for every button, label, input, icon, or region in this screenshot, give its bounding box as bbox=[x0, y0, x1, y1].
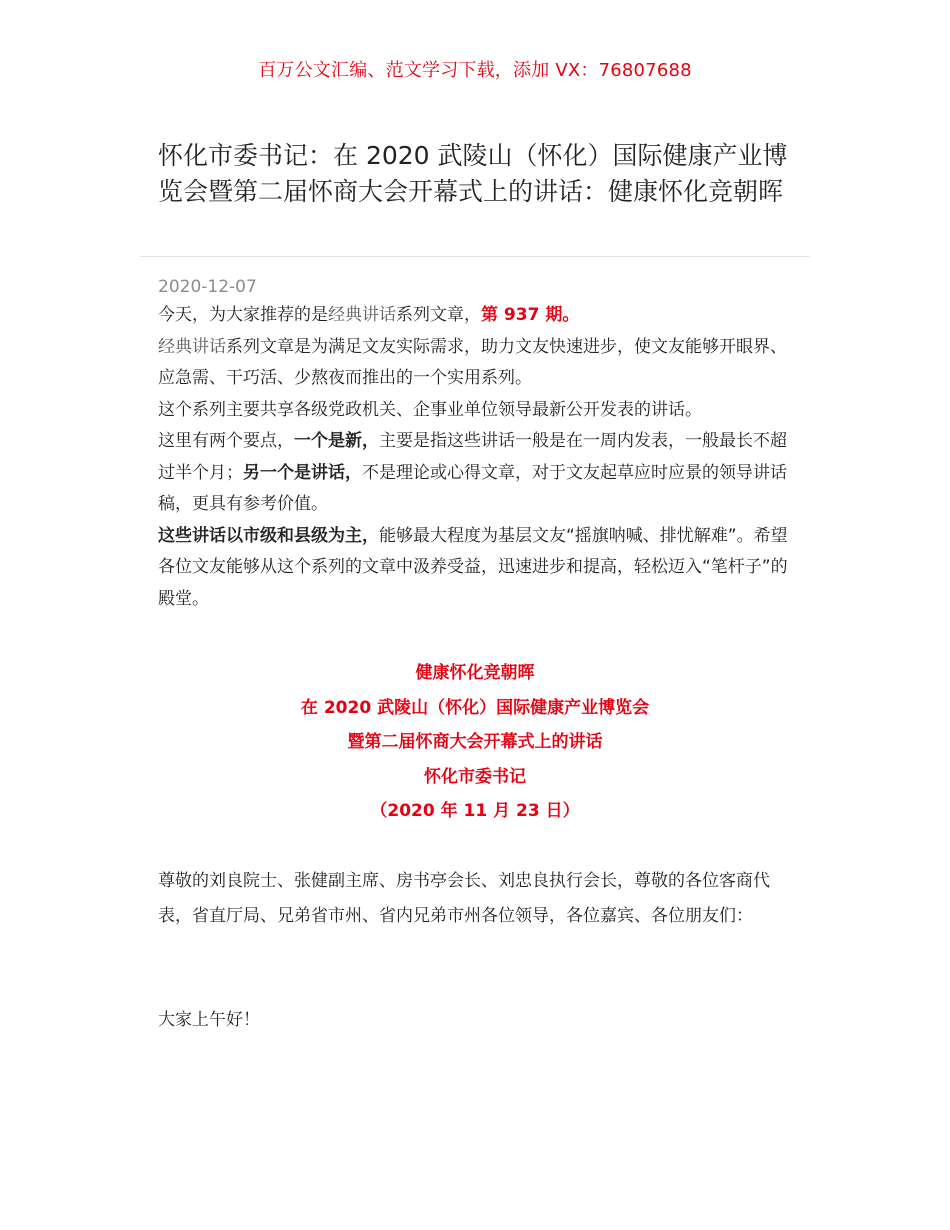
intro-paragraph-3: 这个系列主要共享各级党政机关、企事业单位领导最新公开发表的讲话。 bbox=[158, 399, 702, 420]
intro-paragraph-5 bbox=[158, 521, 794, 616]
article-header bbox=[158, 138, 794, 210]
intro-paragraph-2 bbox=[158, 332, 794, 395]
speech-subtitle-1: 在 2020 武陵山（怀化）国际健康产业博览会 bbox=[300, 697, 650, 718]
salutation: 尊敬的刘良院士、张健副主席、房书亭会长、刘忠良执行会长，尊敬的各位客商代表，省直厅局、兄弟省市州、省内兄弟市州各位领导，各位嘉宾、各位朋友们： bbox=[158, 871, 770, 926]
greeting: 大家上午好！ bbox=[158, 1010, 260, 1030]
publish-date: 2020-12-07 bbox=[158, 277, 257, 297]
intro-p4-text-e: 不是理论或心得文章，对于文友起草应时应景的领导讲话稿，更具有参考价值。 bbox=[158, 462, 787, 514]
point-one-label: 一个是新， bbox=[294, 431, 379, 451]
point-two-label: 另一个是讲话， bbox=[243, 462, 362, 483]
intro-paragraph-4 bbox=[158, 426, 794, 521]
intro-p2-text-b: 系列文章是为满足文友实际需求，助力文友快速进步，使文友能够开眼界、应急需、干巧活、少熬夜而推出的一个实用系列。 bbox=[158, 336, 787, 388]
intro-p1-text-c: 系列文章， bbox=[396, 305, 481, 325]
speaker: 怀化市委书记 bbox=[424, 766, 526, 787]
series-name: 经典讲话 bbox=[328, 305, 396, 325]
speech-body bbox=[158, 864, 794, 933]
intro-section bbox=[158, 274, 794, 615]
title-divider bbox=[140, 256, 810, 257]
speech-heading bbox=[0, 656, 950, 829]
article-title: 怀化市委书记：在 2020 武陵山（怀化）国际健康产业博览会暨第二届怀商大会开幕式上的讲话：健康怀化竞朝晖 bbox=[158, 141, 788, 206]
intro-paragraph-1 bbox=[158, 300, 794, 332]
series-name: 经典讲话 bbox=[158, 336, 226, 357]
promo-banner: 百万公文汇编、范文学习下载，添加 VX：76807688 bbox=[258, 60, 692, 81]
focus-label: 这些讲话以市级和县级为主， bbox=[158, 525, 379, 546]
speech-title: 健康怀化竞朝晖 bbox=[415, 663, 535, 683]
speech-date: （2020 年 11 月 23 日） bbox=[370, 801, 580, 821]
intro-p1-text-a: 今天，为大家推荐的是 bbox=[158, 305, 328, 325]
speech-subtitle-2: 暨第二届怀商大会开幕式上的讲话 bbox=[347, 732, 603, 752]
intro-p4-text-a: 这里有两个要点， bbox=[158, 431, 294, 451]
issue-number: 第 937 期。 bbox=[481, 305, 580, 325]
intro-p4-text-c: 主要是指这些讲话一般是在一周内发表，一般最长不超过半个月； bbox=[158, 431, 787, 483]
intro-p5-text-b: 能够最大程度为基层文友“摇旗呐喊、排忧解难”。希望各位文友能够从这个系列的文章中汲养受益，迅速进步和提高，轻松迈入“笔杆子”的殿堂。 bbox=[158, 525, 788, 609]
